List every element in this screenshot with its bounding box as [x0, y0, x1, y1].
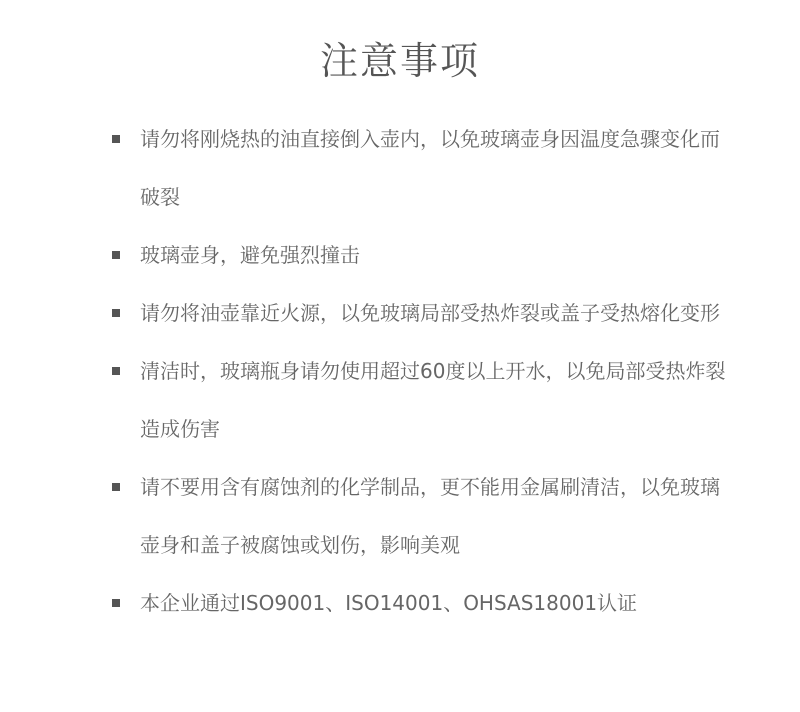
note-text: 玻璃壶身，避免强烈撞击	[140, 243, 360, 267]
note-item	[110, 226, 730, 284]
note-text: 本企业通过ISO9001、ISO14001、OHSAS18001认证	[140, 591, 638, 615]
note-item	[110, 284, 730, 342]
note-text: 清洁时，玻璃瓶身请勿使用超过60度以上开水，以免局部受热炸裂造成伤害	[140, 359, 726, 441]
notes-list	[110, 110, 730, 632]
note-item	[110, 574, 730, 632]
note-item	[110, 110, 730, 226]
square-bullet-icon	[112, 483, 120, 491]
note-text: 请不要用含有腐蚀剂的化学制品，更不能用金属刷清洁，以免玻璃壶身和盖子被腐蚀或划伤，影响美观	[140, 475, 720, 557]
square-bullet-icon	[112, 135, 120, 143]
note-text: 请勿将刚烧热的油直接倒入壶内，以免玻璃壶身因温度急骤变化而破裂	[140, 127, 720, 209]
square-bullet-icon	[112, 251, 120, 259]
note-item	[110, 342, 730, 458]
note-text: 请勿将油壶靠近火源，以免玻璃局部受热炸裂或盖子受热熔化变形	[140, 301, 720, 325]
square-bullet-icon	[112, 599, 120, 607]
square-bullet-icon	[112, 367, 120, 375]
page-title: 注意事项	[319, 39, 480, 83]
note-item	[110, 458, 730, 574]
square-bullet-icon	[112, 309, 120, 317]
